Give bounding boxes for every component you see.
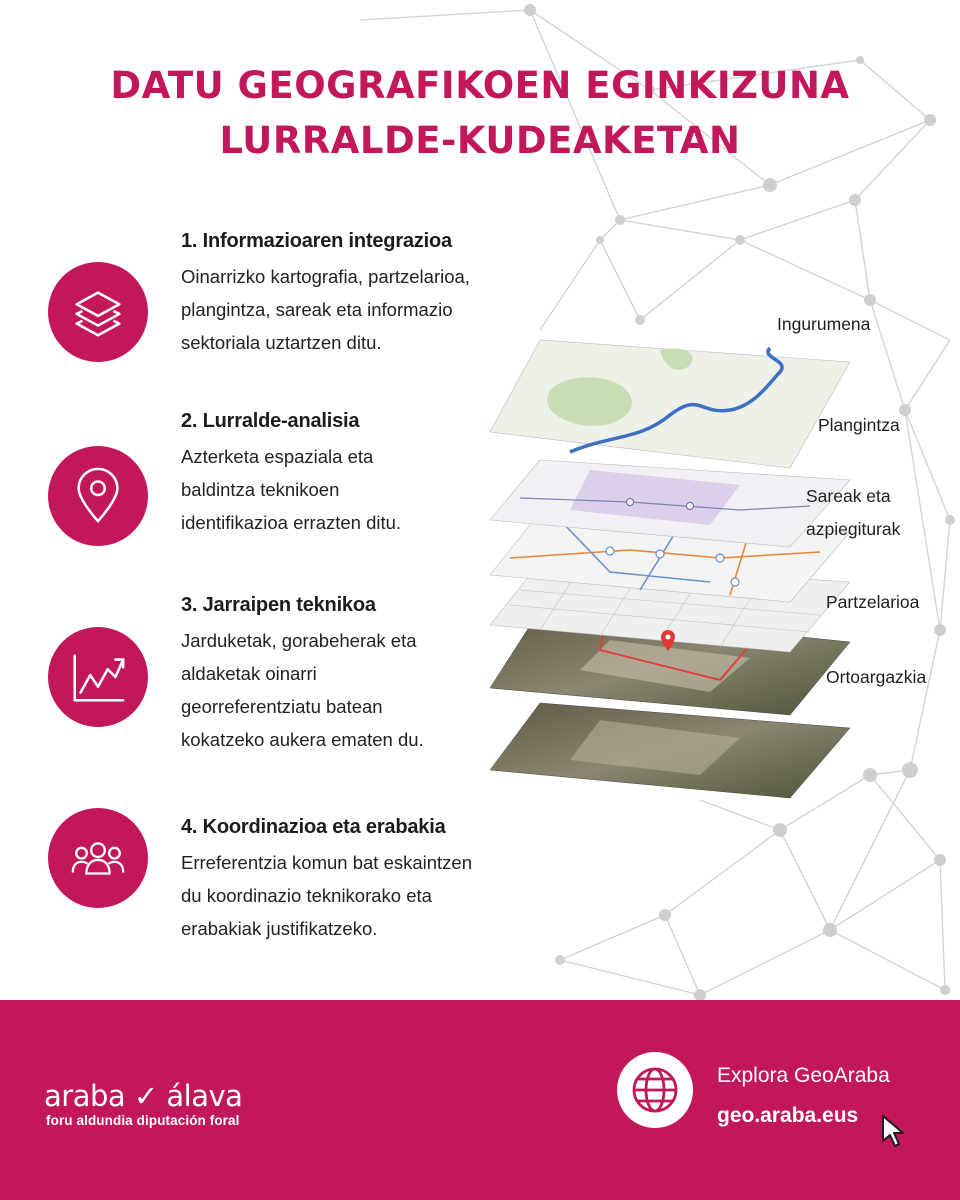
araba-alava-logo: araba ✓ álava (44, 1079, 243, 1113)
item-title-analysis: 2. Lurralde-analisia (181, 410, 360, 432)
location-pin-icon (67, 465, 129, 527)
people-icon-circle (48, 808, 148, 908)
explore-label: Explora GeoAraba (717, 1064, 890, 1087)
label-ingurumena: Ingurumena (777, 314, 871, 334)
item-line: sektoriala uztartzen ditu. (181, 332, 382, 353)
item-text-integration (181, 260, 521, 359)
cursor-arrow-icon (880, 1113, 908, 1149)
pin-icon-circle (48, 446, 148, 546)
item-line: baldintza teknikoen (181, 479, 340, 500)
item-text-coordination (181, 846, 521, 945)
item-line: Erreferentzia komun bat eskaintzen (181, 852, 473, 873)
item-line: kokatzeko aukera ematen du. (181, 729, 424, 750)
people-group-icon (67, 827, 129, 889)
title-line-2: LURRALDE-KUDEAKETAN (219, 119, 741, 162)
website-link[interactable]: geo.araba.eus (717, 1104, 859, 1127)
page-title (0, 58, 960, 168)
globe-icon (629, 1064, 681, 1116)
item-text-analysis (181, 440, 521, 539)
chart-icon-circle (48, 627, 148, 727)
item-text-tracking (181, 624, 521, 756)
item-line: Oinarrizko kartografia, partzelarioa, (181, 266, 470, 287)
item-title-integration: 1. Informazioaren integrazioa (181, 230, 452, 252)
item-line: identifikazioa errazten ditu. (181, 512, 402, 533)
label-sareak-line1: Sareak eta (806, 486, 891, 506)
footer (0, 1000, 960, 1200)
item-title-coordination: 4. Koordinazioa eta erabakia (181, 816, 446, 838)
item-line: aldaketak oinarri (181, 663, 317, 684)
globe-icon-circle[interactable] (617, 1052, 693, 1128)
label-partzelarioa: Partzelarioa (826, 592, 920, 612)
item-line: erabakiak justifikatzeko. (181, 918, 378, 939)
map-layers-illustration (480, 320, 880, 800)
trend-chart-icon (67, 646, 129, 708)
item-line: du koordinazio teknikorako eta (181, 885, 432, 906)
item-line: Jarduketak, gorabeherak eta (181, 630, 417, 651)
item-line: georreferentziatu batean (181, 696, 383, 717)
item-line: plangintza, sareak eta informazio (181, 299, 453, 320)
label-ortoargazkia: Ortoargazkia (826, 667, 927, 687)
layers-icon-circle (48, 262, 148, 362)
title-line-1: DATU GEOGRAFIKOEN EGINKIZUNA (110, 64, 850, 107)
label-plangintza: Plangintza (818, 415, 900, 435)
item-line: Azterketa espaziala eta (181, 446, 374, 467)
item-title-tracking: 3. Jarraipen teknikoa (181, 594, 376, 616)
layers-icon (67, 281, 129, 343)
logo-subtitle: foru aldundia diputación foral (46, 1113, 240, 1128)
label-sareak-line2: azpiegiturak (806, 519, 901, 539)
